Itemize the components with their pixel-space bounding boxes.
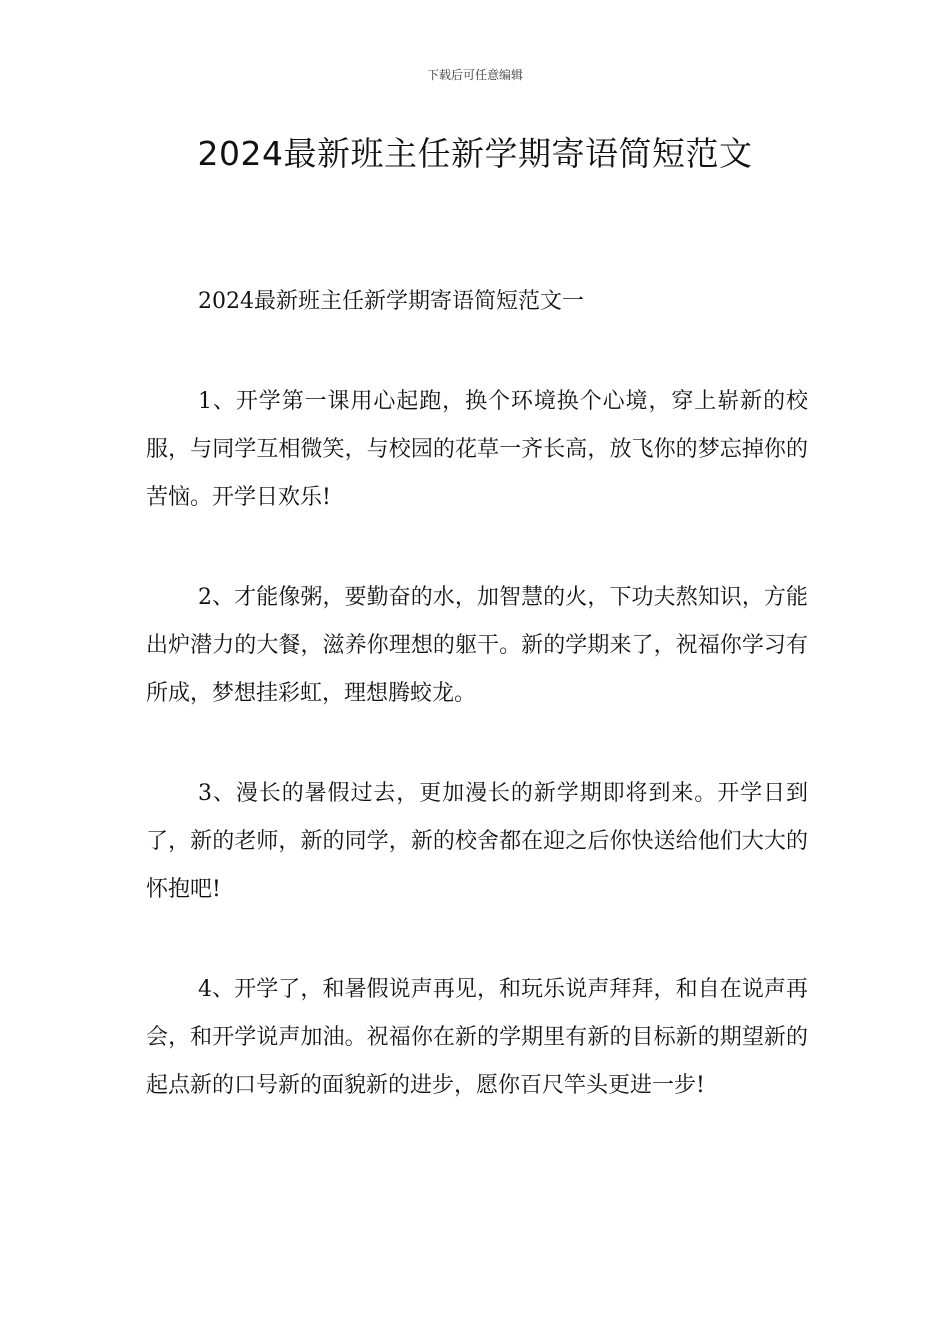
- document-title: 2024最新班主任新学期寄语简短范文: [197, 134, 753, 173]
- paragraph-4: 4、开学了，和暑假说声再见，和玩乐说声拜拜，和自在说声再会，和开学说声加油。祝福你在新的学期里有新的目标新的期望新的起点新的口号新的面貌新的进步，愿你百尺竿头更进一步!: [146, 977, 808, 1098]
- section-title: 2024最新班主任新学期寄语简短范文一: [198, 289, 584, 314]
- paragraph-2: 2、才能像粥，要勤奋的水，加智慧的火，下功夫熬知识，方能出炉潜力的大餐，滋养你理想的躯干。新的学期来了，祝福你学习有所成，梦想挂彩虹，理想腾蛟龙。: [146, 585, 808, 706]
- paragraph-3: 3、漫长的暑假过去，更加漫长的新学期即将到来。开学日到了，新的老师，新的同学，新的校舍都在迎之后你快送给他们大大的怀抱吧!: [146, 781, 808, 902]
- document-body: [146, 278, 808, 1110]
- header-note: 下载后可任意编辑: [426, 68, 523, 82]
- paragraph-1: 1、开学第一课用心起跑，换个环境换个心境，穿上崭新的校服，与同学互相微笑，与校园的花草一齐长高，放飞你的梦忘掉你的苦恼。开学日欢乐!: [146, 389, 808, 510]
